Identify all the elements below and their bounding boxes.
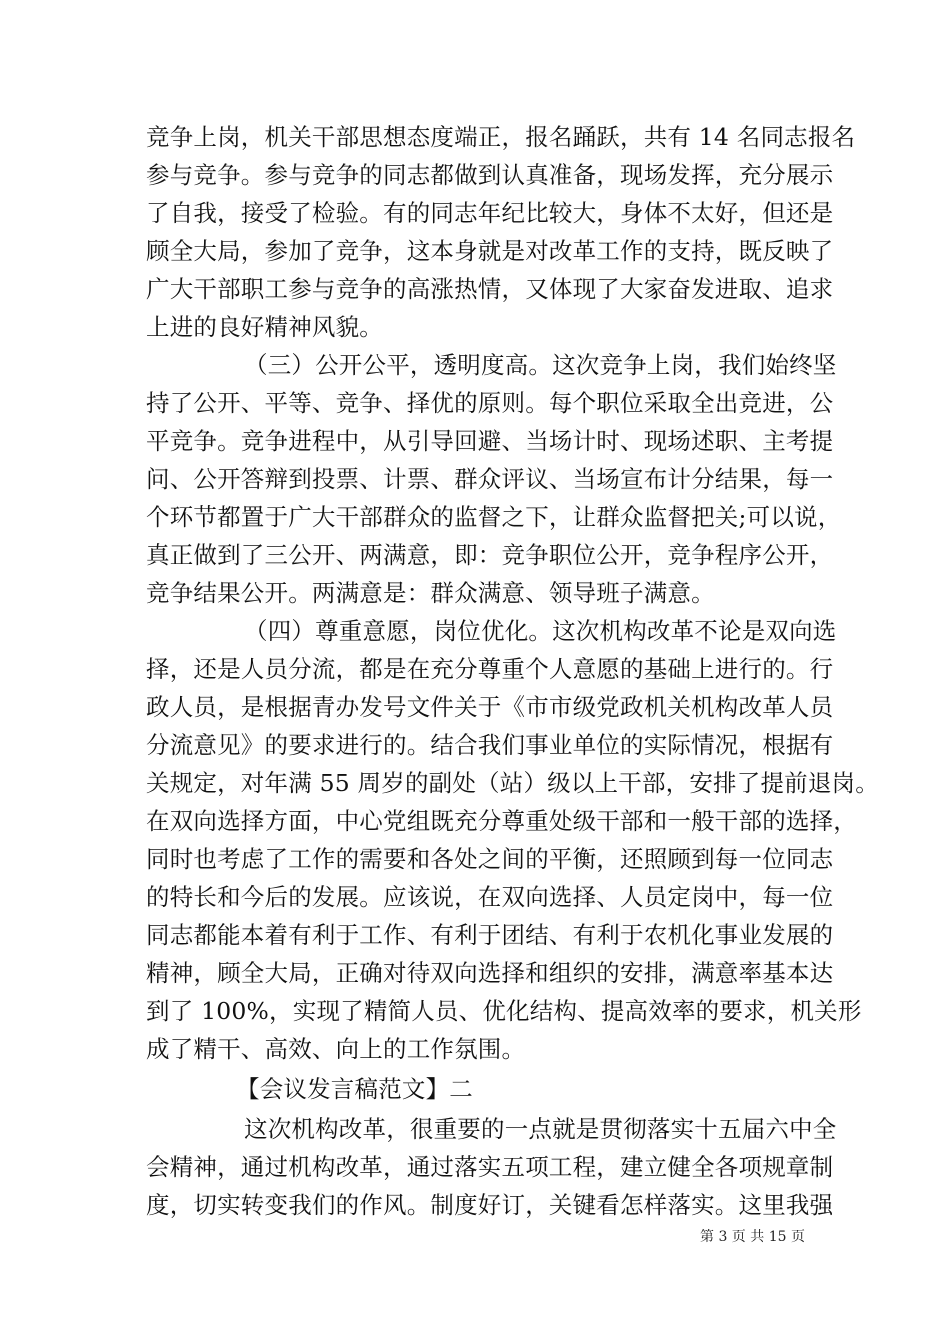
text-line: 成了精干、高效、向上的工作氛围。 — [146, 1035, 526, 1063]
text-line: 竞争上岗，机关干部思想态度端正，报名踊跃，共有 14 名同志报名 — [146, 123, 856, 151]
text-line: 关规定，对年满 55 周岁的副处（站）级以上干部，安排了提前退岗。 — [146, 769, 879, 797]
section-heading-four: （四）尊重意愿，岗位优化。这次机构改革不论是双向选 — [244, 617, 837, 645]
section-title: 【会议发言稿范文】二 — [236, 1075, 473, 1103]
page-number-footer: 第 3 页 共 15 页 — [700, 1229, 805, 1245]
text-line: 参与竞争。参与竞争的同志都做到认真准备，现场发挥，充分展示 — [146, 161, 834, 189]
text-line: 在双向选择方面，中心党组既充分尊重处级干部和一般干部的选择， — [146, 807, 857, 835]
text-line: 同志都能本着有利于工作、有利于团结、有利于农机化事业发展的 — [146, 921, 834, 949]
text-line: 到了 100%，实现了精简人员、优化结构、提高效率的要求，机关形 — [146, 997, 862, 1025]
text-line: 度，切实转变我们的作风。制度好订，关键看怎样落实。这里我强 — [146, 1191, 834, 1219]
text-line: 顾全大局，参加了竞争，这本身就是对改革工作的支持，既反映了 — [146, 237, 834, 265]
text-line: 上进的良好精神风貌。 — [146, 313, 383, 341]
text-line: 政人员，是根据青办发号文件关于《市市级党政机关机构改革人员 — [146, 693, 834, 721]
text-line: 广大干部职工参与竞争的高涨热情，又体现了大家奋发进取、追求 — [146, 275, 834, 303]
text-line: 择，还是人员分流，都是在充分尊重个人意愿的基础上进行的。行 — [146, 655, 834, 683]
text-line: 的特长和今后的发展。应该说，在双向选择、人员定岗中，每一位 — [146, 883, 834, 911]
text-line: 同时也考虑了工作的需要和各处之间的平衡，还照顾到每一位同志 — [146, 845, 834, 873]
text-line: 平竞争。竞争进程中，从引导回避、当场计时、现场述职、主考提 — [146, 427, 834, 455]
text-line: 真正做到了三公开、两满意，即：竞争职位公开，竞争程序公开， — [146, 541, 834, 569]
text-line: 个环节都置于广大干部群众的监督之下，让群众监督把关;可以说， — [146, 503, 842, 531]
text-line: 精神，顾全大局，正确对待双向选择和组织的安排，满意率基本达 — [146, 959, 834, 987]
text-line: 这次机构改革，很重要的一点就是贯彻落实十五届六中全 — [244, 1115, 837, 1143]
text-line: 分流意见》的要求进行的。结合我们事业单位的实际情况，根据有 — [146, 731, 834, 759]
section-heading-three: （三）公开公平，透明度高。这次竞争上岗，我们始终坚 — [244, 351, 837, 379]
text-line: 了自我，接受了检验。有的同志年纪比较大，身体不太好，但还是 — [146, 199, 834, 227]
text-line: 持了公开、平等、竞争、择优的原则。每个职位采取全出竞进，公 — [146, 389, 834, 417]
text-line: 问、公开答辩到投票、计票、群众评议、当场宣布计分结果，每一 — [146, 465, 834, 493]
text-line: 竞争结果公开。两满意是：群众满意、领导班子满意。 — [146, 579, 715, 607]
text-line: 会精神，通过机构改革，通过落实五项工程，建立健全各项规章制 — [146, 1153, 834, 1181]
